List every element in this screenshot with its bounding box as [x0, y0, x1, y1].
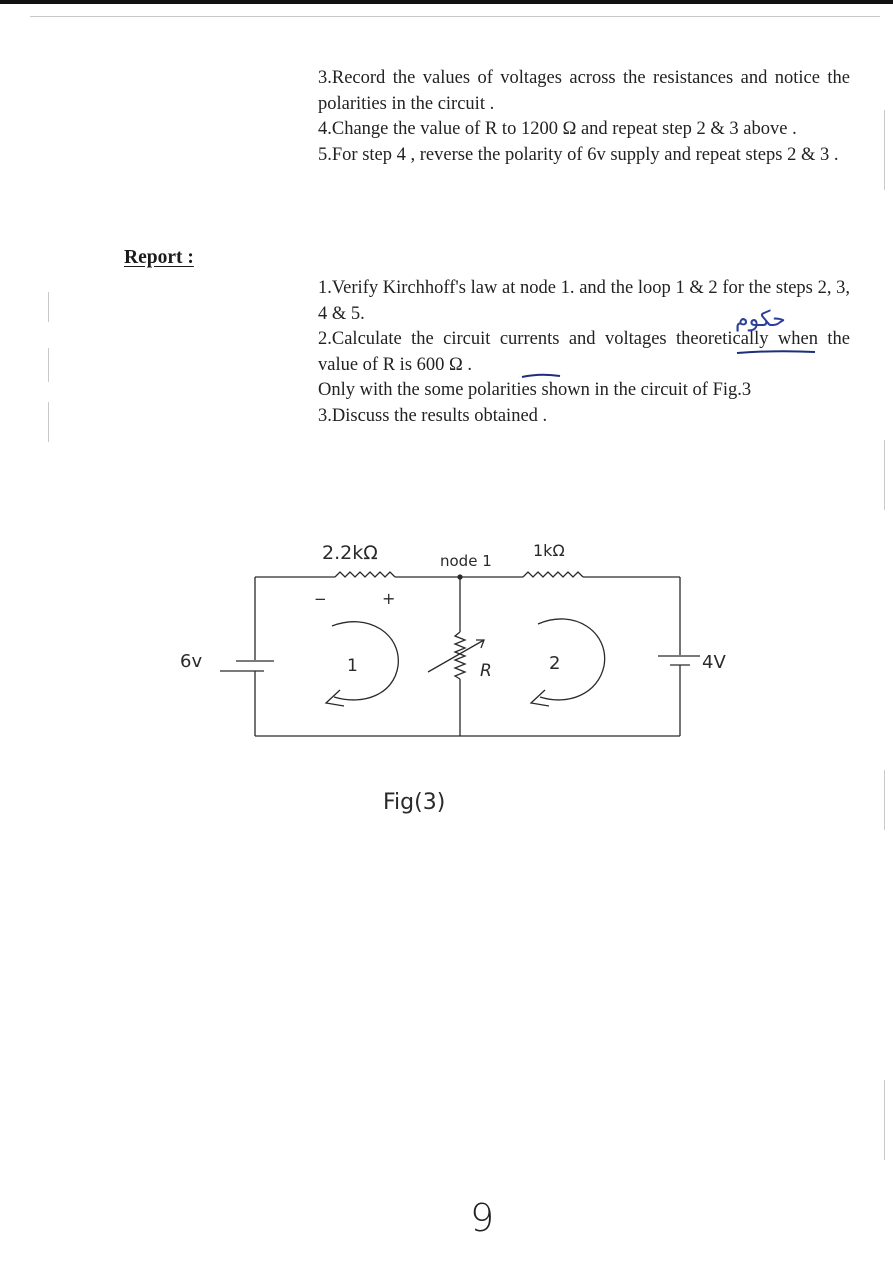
- report-item-3: 3.Discuss the results obtained .: [318, 405, 548, 426]
- procedure-step-4: 4.Change the value of R to 1200 Ω and repeat step 2 & 3 above .: [318, 119, 797, 139]
- figure-caption: Fig(3): [383, 790, 446, 815]
- node-1-dot: [457, 574, 462, 579]
- handwritten-arabic-note: حكوم: [735, 307, 786, 332]
- loop-1-arrowhead: [326, 690, 344, 706]
- node-1-label: node 1: [440, 552, 492, 570]
- source-4v-label: 4V: [702, 652, 726, 673]
- loop-1-label: 1: [347, 656, 358, 676]
- report-item-2: 2.Calculate the circuit currents and voltages theoretically when the value of R is 600 Ω .: [318, 329, 850, 375]
- procedure-step-3: 3.Record the values of voltages across the resistances and notice the polarities in the circuit .: [318, 68, 850, 114]
- resistor-2-2k-label: 2.2kΩ: [322, 542, 378, 564]
- handwritten-underline-600: [522, 375, 560, 377]
- loop-2-arrowhead: [531, 690, 549, 706]
- page-number: 9: [470, 1196, 495, 1240]
- loop-2-label: 2: [549, 653, 561, 674]
- resistor-1k-zigzag: [523, 572, 583, 577]
- polarity-minus: −: [314, 590, 327, 608]
- report-heading: Report :: [124, 247, 194, 268]
- polarity-plus: +: [382, 589, 396, 608]
- handwritten-underline-theoretically: [737, 351, 815, 353]
- resistor-1k-label: 1kΩ: [533, 541, 565, 560]
- report-note: Only with the some polarities shown in the circuit of Fig.3: [318, 380, 752, 400]
- loop-1-arrow: [332, 622, 398, 700]
- loop-2-arrow: [538, 619, 605, 700]
- source-6v-label: 6v: [180, 651, 203, 672]
- resistor-2-2k-zigzag: [335, 572, 395, 577]
- resistor-r-label: R: [480, 661, 492, 681]
- report-item-1: 1.Verify Kirchhoff's law at node 1. and the loop 1 & 2 for the steps 2, 3, 4 & 5.: [318, 278, 850, 324]
- procedure-step-5: 5.For step 4 , reverse the polarity of 6v supply and repeat steps 2 & 3 .: [318, 144, 839, 165]
